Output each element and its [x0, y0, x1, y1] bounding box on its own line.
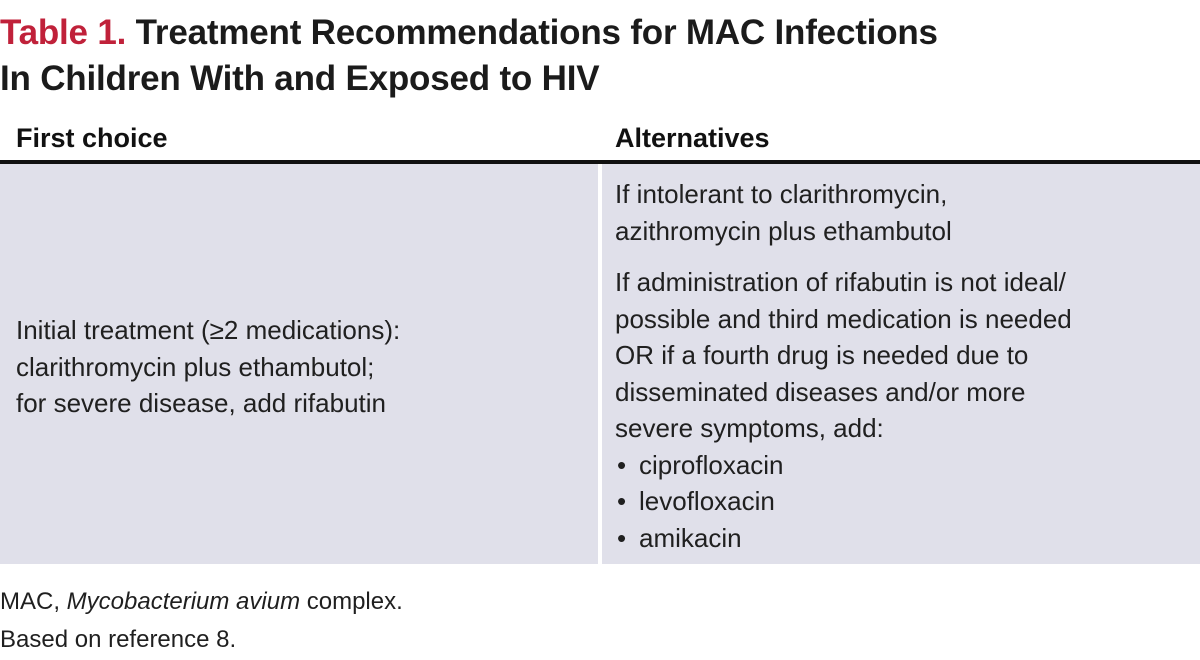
- first-choice-line: for severe disease, add rifabutin: [16, 388, 386, 418]
- alt-line: OR if a fourth drug is needed due to: [615, 340, 1029, 370]
- treatment-table: [0, 114, 1200, 564]
- title-line-1: [0, 10, 1200, 56]
- bullet-icon: •: [617, 486, 627, 516]
- table-title: [0, 10, 1200, 102]
- first-choice-line: clarithromycin plus ethambutol;: [16, 351, 375, 382]
- reference-note: Based on reference 8.: [0, 626, 237, 653]
- alt-line: severe symptoms, add:: [615, 413, 884, 443]
- bullet-icon: •: [617, 449, 627, 480]
- drug-name: amikacin: [639, 522, 742, 553]
- table-header-row: [0, 114, 1200, 164]
- organism-name: Mycobacterium avium: [66, 588, 301, 615]
- first-choice-cell: [16, 312, 586, 422]
- table-body-row: [0, 164, 1200, 564]
- table-footnotes: [0, 583, 1200, 659]
- header-alternatives: Alternatives: [615, 123, 770, 153]
- drug-name: levofloxacin: [639, 486, 775, 516]
- alternatives-paragraph-1: [615, 176, 1195, 249]
- title-text-line-1: Treatment Recommendations for MAC Infections: [135, 13, 938, 52]
- first-choice-line: Initial treatment (≥2 medications):: [16, 315, 401, 345]
- title-text-line-2: In Children With and Exposed to HIV: [0, 59, 600, 98]
- alternatives-cell: [615, 176, 1195, 556]
- table-number-label: Table 1.: [0, 13, 127, 52]
- alt-line: possible and third medication is needed: [615, 303, 1072, 334]
- column-divider: [598, 164, 602, 564]
- alt-line: If administration of rifabutin is not ideal/: [615, 267, 1066, 297]
- abbreviation-note: MAC, Mycobacterium avium complex.: [0, 588, 403, 615]
- alternatives-paragraph-2: [615, 264, 1195, 447]
- drug-name: ciprofloxacin: [639, 449, 784, 480]
- list-item: [615, 483, 1195, 520]
- list-item: [615, 520, 1195, 557]
- list-item: [615, 447, 1195, 484]
- alt-line: disseminated diseases and/or more: [615, 376, 1026, 407]
- drug-bullet-list: [615, 447, 1195, 557]
- alt-line: azithromycin plus ethambutol: [615, 215, 952, 246]
- alt-line: If intolerant to clarithromycin,: [615, 179, 948, 209]
- header-first-choice: First choice: [16, 123, 168, 153]
- bullet-icon: •: [617, 522, 627, 553]
